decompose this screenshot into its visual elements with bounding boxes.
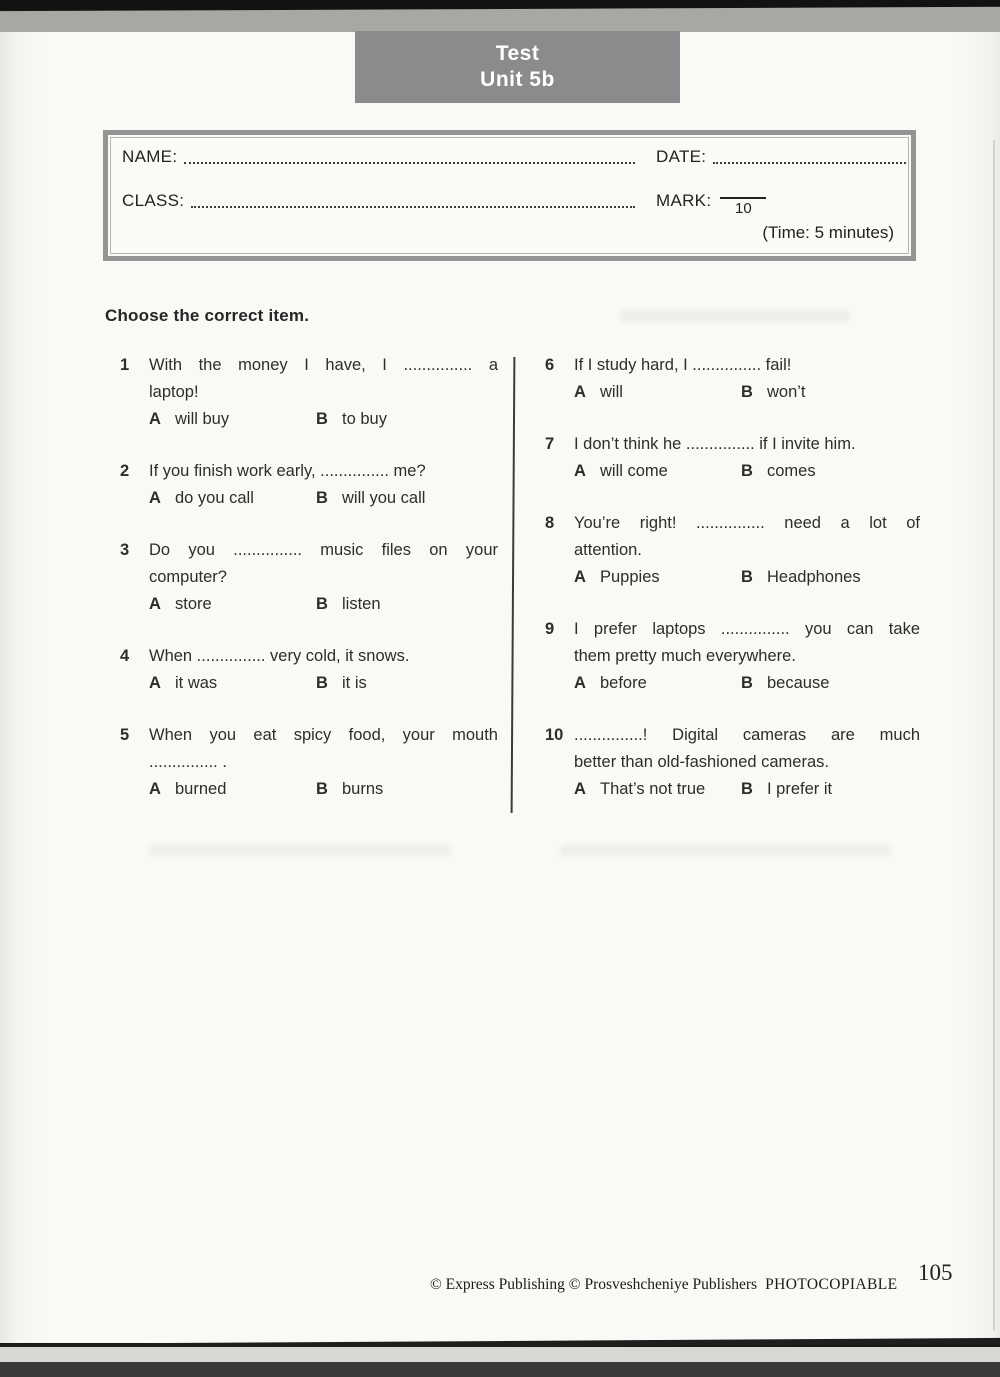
option-letter-b: B — [741, 674, 753, 692]
option-a-text: do you call — [175, 489, 254, 507]
option-letter-a: A — [149, 410, 161, 428]
option-letter-b: B — [741, 568, 753, 586]
option-b-text: because — [767, 674, 830, 692]
option-a[interactable] — [149, 406, 316, 433]
option-b[interactable] — [316, 776, 383, 803]
question-text: When you eat spicy food, your mouth — [149, 726, 498, 744]
option-a[interactable] — [149, 670, 316, 697]
option-a[interactable] — [574, 670, 741, 697]
page-fold-line — [993, 140, 995, 1330]
questions-column-left — [120, 352, 498, 828]
option-a-text: will come — [600, 462, 668, 480]
option-b-text: burns — [342, 780, 384, 798]
option-letter-a: A — [149, 489, 161, 507]
mark-label: MARK: — [656, 191, 712, 210]
bleed-through-artifact — [620, 310, 850, 322]
option-letter-a: A — [574, 383, 586, 401]
bleed-through-artifact — [560, 845, 890, 856]
scanner-background — [0, 1362, 1000, 1377]
question-1 — [120, 352, 498, 433]
time-note: (Time: 5 minutes) — [762, 223, 894, 242]
option-b-text: it is — [342, 674, 367, 692]
option-a-text: it was — [175, 674, 218, 692]
option-letter-b: B — [316, 780, 328, 798]
option-a[interactable] — [574, 776, 741, 803]
question-number: 2 — [120, 462, 130, 480]
question-options — [149, 591, 498, 618]
question-options — [149, 776, 498, 803]
question-text: I don’t think he ............... if I invite him. — [574, 435, 856, 453]
test-title-box — [355, 31, 680, 103]
option-letter-a: A — [574, 462, 586, 480]
option-letter-a: A — [149, 674, 161, 692]
question-number: 1 — [120, 356, 130, 374]
option-a[interactable] — [149, 776, 316, 803]
question-2 — [120, 458, 498, 512]
option-b[interactable] — [741, 564, 861, 591]
question-number: 3 — [120, 541, 130, 559]
question-text: better than old-fashioned cameras. — [574, 753, 829, 771]
question-options — [574, 379, 920, 406]
copyright-line — [430, 1276, 897, 1294]
option-a[interactable] — [149, 485, 316, 512]
option-letter-b: B — [316, 410, 328, 428]
scan-underlying-page-bottom — [0, 1347, 1000, 1362]
date-label: DATE: — [656, 147, 707, 166]
option-b-text: to buy — [342, 410, 387, 428]
option-a[interactable] — [574, 458, 741, 485]
option-b-text: will you call — [342, 489, 426, 507]
question-number: 10 — [545, 726, 564, 744]
date-blank-line[interactable] — [713, 148, 906, 164]
question-number: 7 — [545, 435, 555, 453]
question-9 — [545, 616, 920, 697]
question-text: If you finish work early, ............... me? — [149, 462, 426, 480]
question-number: 4 — [120, 647, 130, 665]
question-text: laptop! — [149, 383, 199, 401]
question-6 — [545, 352, 920, 406]
question-options — [149, 406, 498, 433]
option-b-text: Headphones — [767, 568, 861, 586]
option-letter-b: B — [741, 780, 753, 798]
publisher-copyright: © Express Publishing © Prosveshcheniye Publishers — [430, 1276, 758, 1293]
student-info-box — [103, 130, 916, 261]
option-b[interactable] — [316, 670, 367, 697]
question-options — [149, 485, 498, 512]
class-label: CLASS: — [122, 191, 185, 210]
question-text: ............... . — [149, 753, 227, 771]
option-a[interactable] — [574, 379, 741, 406]
question-text: attention. — [574, 541, 642, 559]
question-text: ...............! Digital cameras are much — [574, 726, 920, 744]
class-blank-line[interactable] — [191, 192, 635, 208]
mark-fraction — [720, 197, 766, 217]
option-letter-b: B — [741, 383, 753, 401]
question-4 — [120, 643, 498, 697]
option-b[interactable] — [741, 670, 829, 697]
photocopiable-label: PHOTOCOPIABLE — [765, 1276, 898, 1293]
option-a-text: burned — [175, 780, 227, 798]
instruction-heading: Choose the correct item. — [105, 306, 310, 325]
question-text: I prefer laptops ............... you can take — [574, 620, 920, 638]
test-title-line2: Unit 5b — [480, 68, 555, 91]
question-number: 6 — [545, 356, 555, 374]
question-number: 8 — [545, 514, 555, 532]
question-options — [574, 670, 920, 697]
question-text: them pretty much everywhere. — [574, 647, 796, 665]
question-text: If I study hard, I ............... fail! — [574, 356, 792, 374]
questions-column-right — [545, 352, 920, 828]
question-text: With the money I have, I ............... a — [149, 356, 498, 374]
option-b-text: I prefer it — [767, 780, 833, 798]
question-number: 5 — [120, 726, 130, 744]
option-a[interactable] — [574, 564, 741, 591]
question-5 — [120, 722, 498, 803]
option-b-text: listen — [342, 595, 381, 613]
option-b[interactable] — [316, 485, 425, 512]
question-10 — [545, 722, 920, 803]
question-text: When ............... very cold, it snows. — [149, 647, 410, 665]
option-letter-a: A — [149, 780, 161, 798]
option-b[interactable] — [741, 379, 806, 406]
option-b-text: comes — [767, 462, 816, 480]
bleed-through-artifact — [150, 845, 450, 856]
name-blank-line[interactable] — [184, 148, 635, 164]
option-a-text: Puppies — [600, 568, 660, 586]
question-text: You’re right! ............... need a lot of — [574, 514, 920, 532]
option-b[interactable] — [316, 591, 381, 618]
option-letter-b: B — [741, 462, 753, 480]
option-b[interactable] — [316, 406, 387, 433]
name-label: NAME: — [122, 147, 178, 166]
option-b[interactable] — [741, 458, 816, 485]
question-text: Do you ............... music files on your — [149, 541, 498, 559]
option-letter-a: A — [574, 568, 586, 586]
question-options — [574, 564, 920, 591]
option-b-text: won’t — [767, 383, 806, 401]
option-a-text: before — [600, 674, 647, 692]
option-letter-a: A — [574, 674, 586, 692]
date-row — [656, 147, 908, 167]
question-options — [574, 776, 920, 803]
option-letter-a: A — [574, 780, 586, 798]
option-a[interactable] — [149, 591, 316, 618]
mark-row — [656, 191, 908, 217]
test-title-line1: Test — [495, 42, 540, 65]
question-7 — [545, 431, 920, 485]
question-3 — [120, 537, 498, 618]
page-number: 105 — [918, 1260, 953, 1285]
option-b[interactable] — [741, 776, 832, 803]
option-letter-a: A — [149, 595, 161, 613]
option-a-text: That’s not true — [600, 780, 706, 798]
option-letter-b: B — [316, 674, 328, 692]
option-letter-b: B — [316, 489, 328, 507]
class-row — [122, 191, 637, 211]
option-letter-b: B — [316, 595, 328, 613]
option-a-text: will buy — [175, 410, 230, 428]
mark-denominator: 10 — [735, 200, 752, 217]
question-options — [149, 670, 498, 697]
name-row — [122, 147, 637, 167]
option-a-text: store — [175, 595, 212, 613]
question-number: 9 — [545, 620, 555, 638]
question-options — [574, 458, 920, 485]
question-8 — [545, 510, 920, 591]
question-text: computer? — [149, 568, 227, 586]
option-a-text: will — [600, 383, 623, 401]
